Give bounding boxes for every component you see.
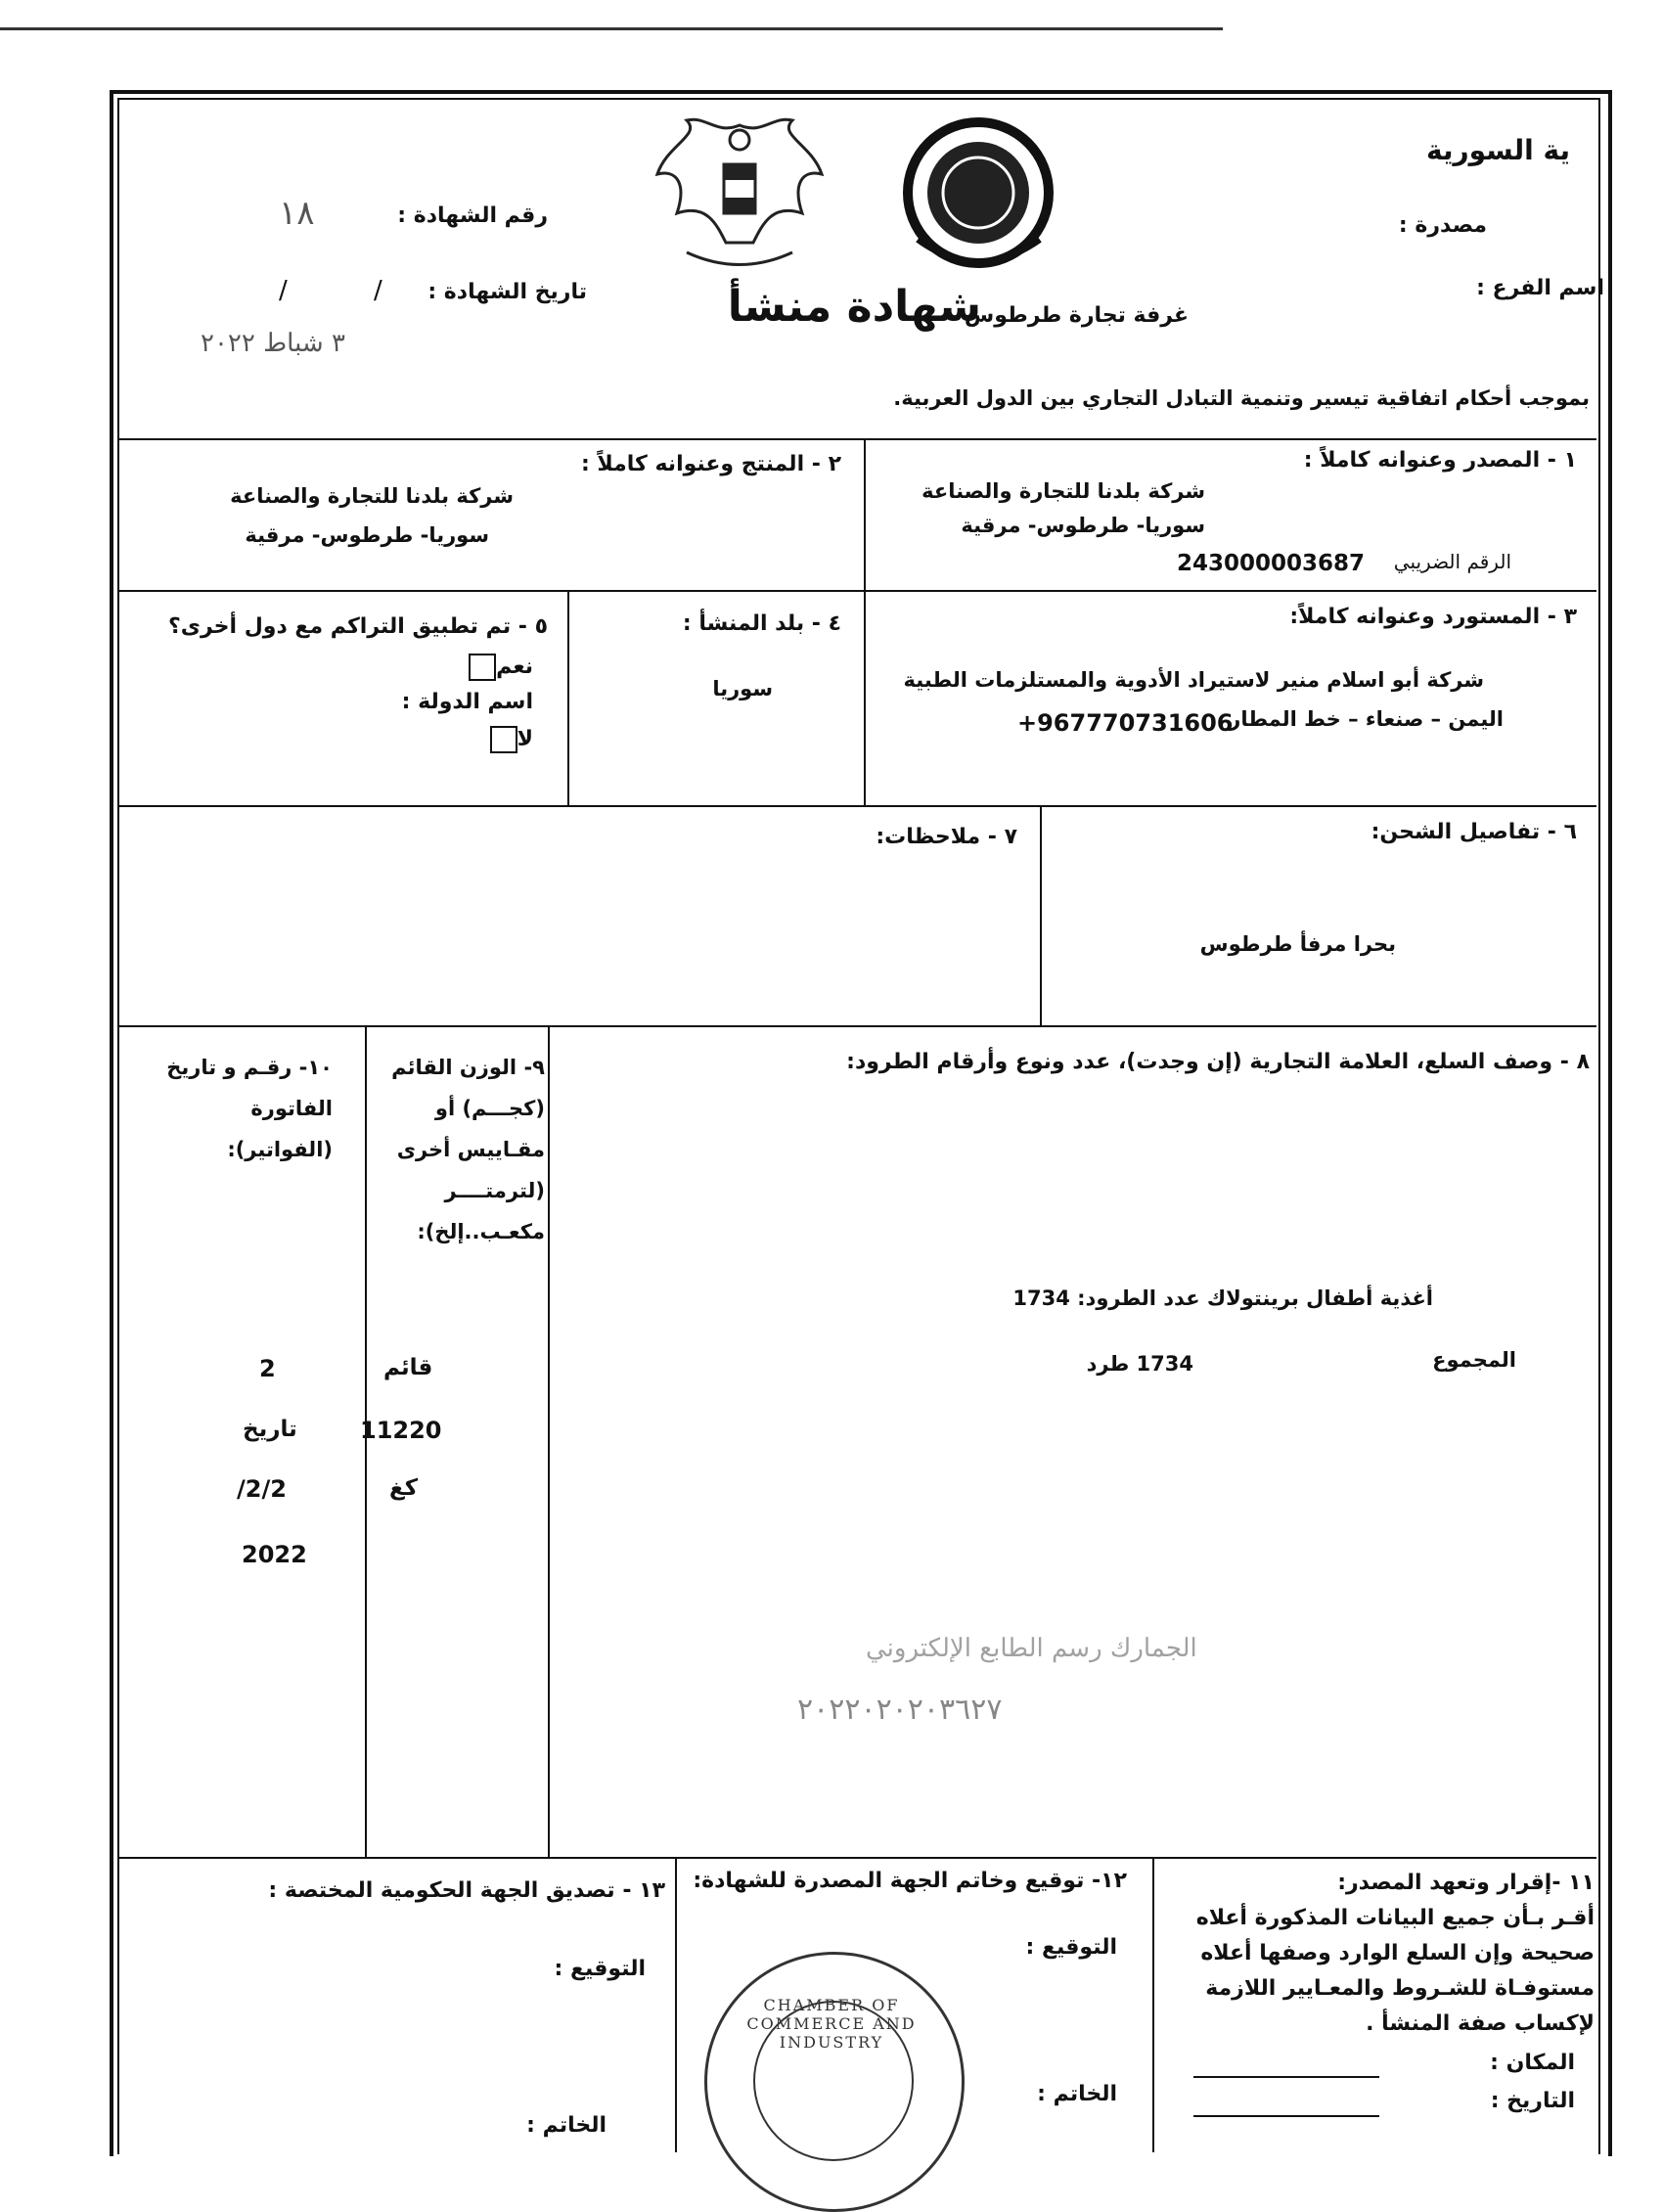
declaration-line: أقـر بـأن جميع البيانات المذكورة أعلاه	[1195, 1906, 1595, 1930]
declaration-line: مستوفـاة للشـروط والمعـايير اللازمة	[1205, 1976, 1595, 2001]
invoice-label	[147, 1047, 333, 1170]
no-label: لا	[517, 727, 533, 751]
producer-address: سوريا- طرطوس- مرقية	[245, 523, 489, 547]
invoice-year: 2022	[242, 1541, 307, 1568]
chamber-stamp-text: CHAMBER OF COMMERCE AND INDUSTRY	[746, 1996, 917, 2052]
declaration-date-label: التاريخ :	[1490, 2089, 1575, 2113]
exporter-address: سوريا- طرطوس- مرقية	[961, 514, 1205, 537]
row-divider-4	[119, 1025, 1596, 1027]
producer-label: ٢ - المنتج وعنوانه كاملاً :	[580, 452, 841, 476]
weight-label-line: مقـاييس أخرى	[396, 1138, 545, 1161]
cumulation-country-label: اسم الدولة :	[401, 690, 533, 714]
goods-total-label: المجموع	[1432, 1348, 1516, 1372]
col-divider-issuer	[1152, 1857, 1154, 2152]
shipping-label: ٦ - تفاصيل الشحن:	[1371, 820, 1577, 844]
weight-label-line: (كجـــم) أو	[434, 1097, 545, 1120]
country-name: ية السورية	[1425, 134, 1570, 166]
row-divider-3	[119, 805, 1596, 807]
declaration-place-label: المكان :	[1490, 2051, 1575, 2075]
issuer-sign-label: ١٢- توقيع وخاتم الجهة المصدرة للشهادة:	[693, 1869, 1127, 1893]
notes-label: ٧ - ملاحظات:	[876, 825, 1017, 849]
row-divider-5	[119, 1857, 1596, 1859]
certificate-number-value: ١٨	[279, 194, 315, 233]
arab-league-seal	[898, 113, 1059, 274]
customs-stamp-line-2: ٢٠٢٢٠٢٠٢٠٣٦٢٧	[797, 1693, 1003, 1727]
row-divider-2	[119, 590, 1596, 592]
certificate-date-value: / /	[279, 276, 422, 305]
goods-description: أغذية أطفال برينتولاك عدد الطرود: 1734	[1012, 1287, 1433, 1310]
col-divider-gov	[675, 1857, 677, 2152]
gov-signature-label: التوقيع :	[554, 1957, 646, 1981]
issuer-seal-label: الخاتم :	[1037, 2082, 1117, 2106]
importer-name: شركة أبو اسلام منير لاستيراد الأدوية والمستلزمات الطبية	[903, 668, 1484, 692]
exporter-tax-number: 243000003687	[1177, 551, 1366, 576]
origin-label: ٤ - بلد المنشأ :	[682, 611, 841, 636]
col-divider-origin	[864, 590, 866, 805]
col-divider-weight	[548, 1025, 550, 1857]
weight-type: قائم	[383, 1355, 433, 1380]
page-title: شهادة منشأ	[727, 282, 981, 332]
declaration-line: صحيحة وإن السلع الوارد وصفها أعلاه	[1200, 1941, 1595, 1965]
declaration-text	[1159, 1901, 1595, 2042]
invoice-date-value: /2/2	[237, 1475, 287, 1503]
preamble-text: بموجب أحكام اتفاقية تيسير وتنمية التبادل التجاري بين الدول العربية.	[893, 386, 1590, 410]
declaration-line: لإكساب صفة المنشأ .	[1366, 2011, 1595, 2036]
gov-sign-label: ١٣ - تصديق الجهة الحكومية المختصة :	[268, 1878, 665, 1903]
cumulation-no-option[interactable]	[486, 726, 533, 753]
weight-unit: كغ	[389, 1475, 419, 1501]
invoice-label-line: ١٠- رقـم و تاريخ	[166, 1056, 333, 1079]
goods-label: ٨ - وصف السلع، العلامة التجارية (إن وجدت)، عدد ونوع وأرقام الطرود:	[846, 1050, 1590, 1074]
cumulation-label: ٥ - تم تطبيق التراكم مع دول أخرى؟	[168, 614, 548, 639]
weight-label-line: (لترمتــــر	[444, 1179, 545, 1202]
syrian-eagle-emblem	[648, 106, 832, 282]
exporter-tax-label: الرقم الضريبي	[1393, 550, 1511, 573]
importer-address: اليمن – صنعاء – خط المطار	[1229, 707, 1504, 731]
importer-phone: +967770731606	[1017, 709, 1234, 737]
shipping-value: بحرا مرفأ طرطوس	[1199, 932, 1396, 956]
handwritten-date: ٣ شباط ٢٠٢٢	[201, 329, 345, 358]
col-divider-cumulation	[567, 590, 569, 805]
invoice-date-label: تاريخ	[243, 1417, 297, 1442]
yes-checkbox[interactable]	[469, 654, 496, 681]
importer-label: ٣ - المستورد وعنوانه كاملاً:	[1289, 605, 1577, 629]
no-checkbox[interactable]	[490, 726, 517, 753]
page-top-rule	[0, 27, 1223, 30]
declaration-place-line	[1193, 2076, 1379, 2078]
invoice-label-line: الفاتورة (الفواتير):	[227, 1097, 333, 1161]
gov-seal-label: الخاتم :	[526, 2113, 607, 2138]
origin-value: سوريا	[712, 677, 773, 700]
issuer-label: مصدرة :	[1398, 213, 1487, 238]
invoice-number: 2	[259, 1355, 276, 1382]
certificate-number-label: رقم الشهادة :	[397, 203, 548, 228]
producer-name: شركة بلدنا للتجارة والصناعة	[230, 484, 514, 508]
branch-label: اسم الفرع :	[1476, 276, 1604, 300]
exporter-name: شركة بلدنا للتجارة والصناعة	[921, 479, 1205, 503]
branch-value: غرفة تجارة طرطوس	[964, 303, 1189, 328]
col-divider-exporter	[864, 438, 866, 590]
col-divider-shipping	[1040, 805, 1042, 1025]
weight-value: 11220	[360, 1417, 442, 1444]
yes-label: نعم	[496, 655, 533, 679]
certificate-date-label: تاريخ الشهادة :	[427, 280, 587, 304]
weight-label-line: مكعـب..إلخ):	[417, 1220, 545, 1243]
issuer-signature-label: التوقيع :	[1025, 1935, 1117, 1960]
row-divider-1	[119, 438, 1596, 440]
declaration-date-line	[1193, 2115, 1379, 2117]
declaration-label: ١١ -إقرار وتعهد المصدر:	[1337, 1871, 1595, 1895]
customs-stamp-line-1: الجمارك رسم الطابع الإلكتروني	[866, 1634, 1197, 1663]
weight-label	[367, 1047, 545, 1252]
exporter-label: ١ - المصدر وعنوانه كاملاً :	[1303, 448, 1577, 473]
cumulation-yes-option[interactable]	[465, 654, 533, 681]
weight-label-line: ٩- الوزن القائم	[391, 1056, 545, 1079]
goods-total-value: 1734 طرد	[1086, 1352, 1193, 1376]
